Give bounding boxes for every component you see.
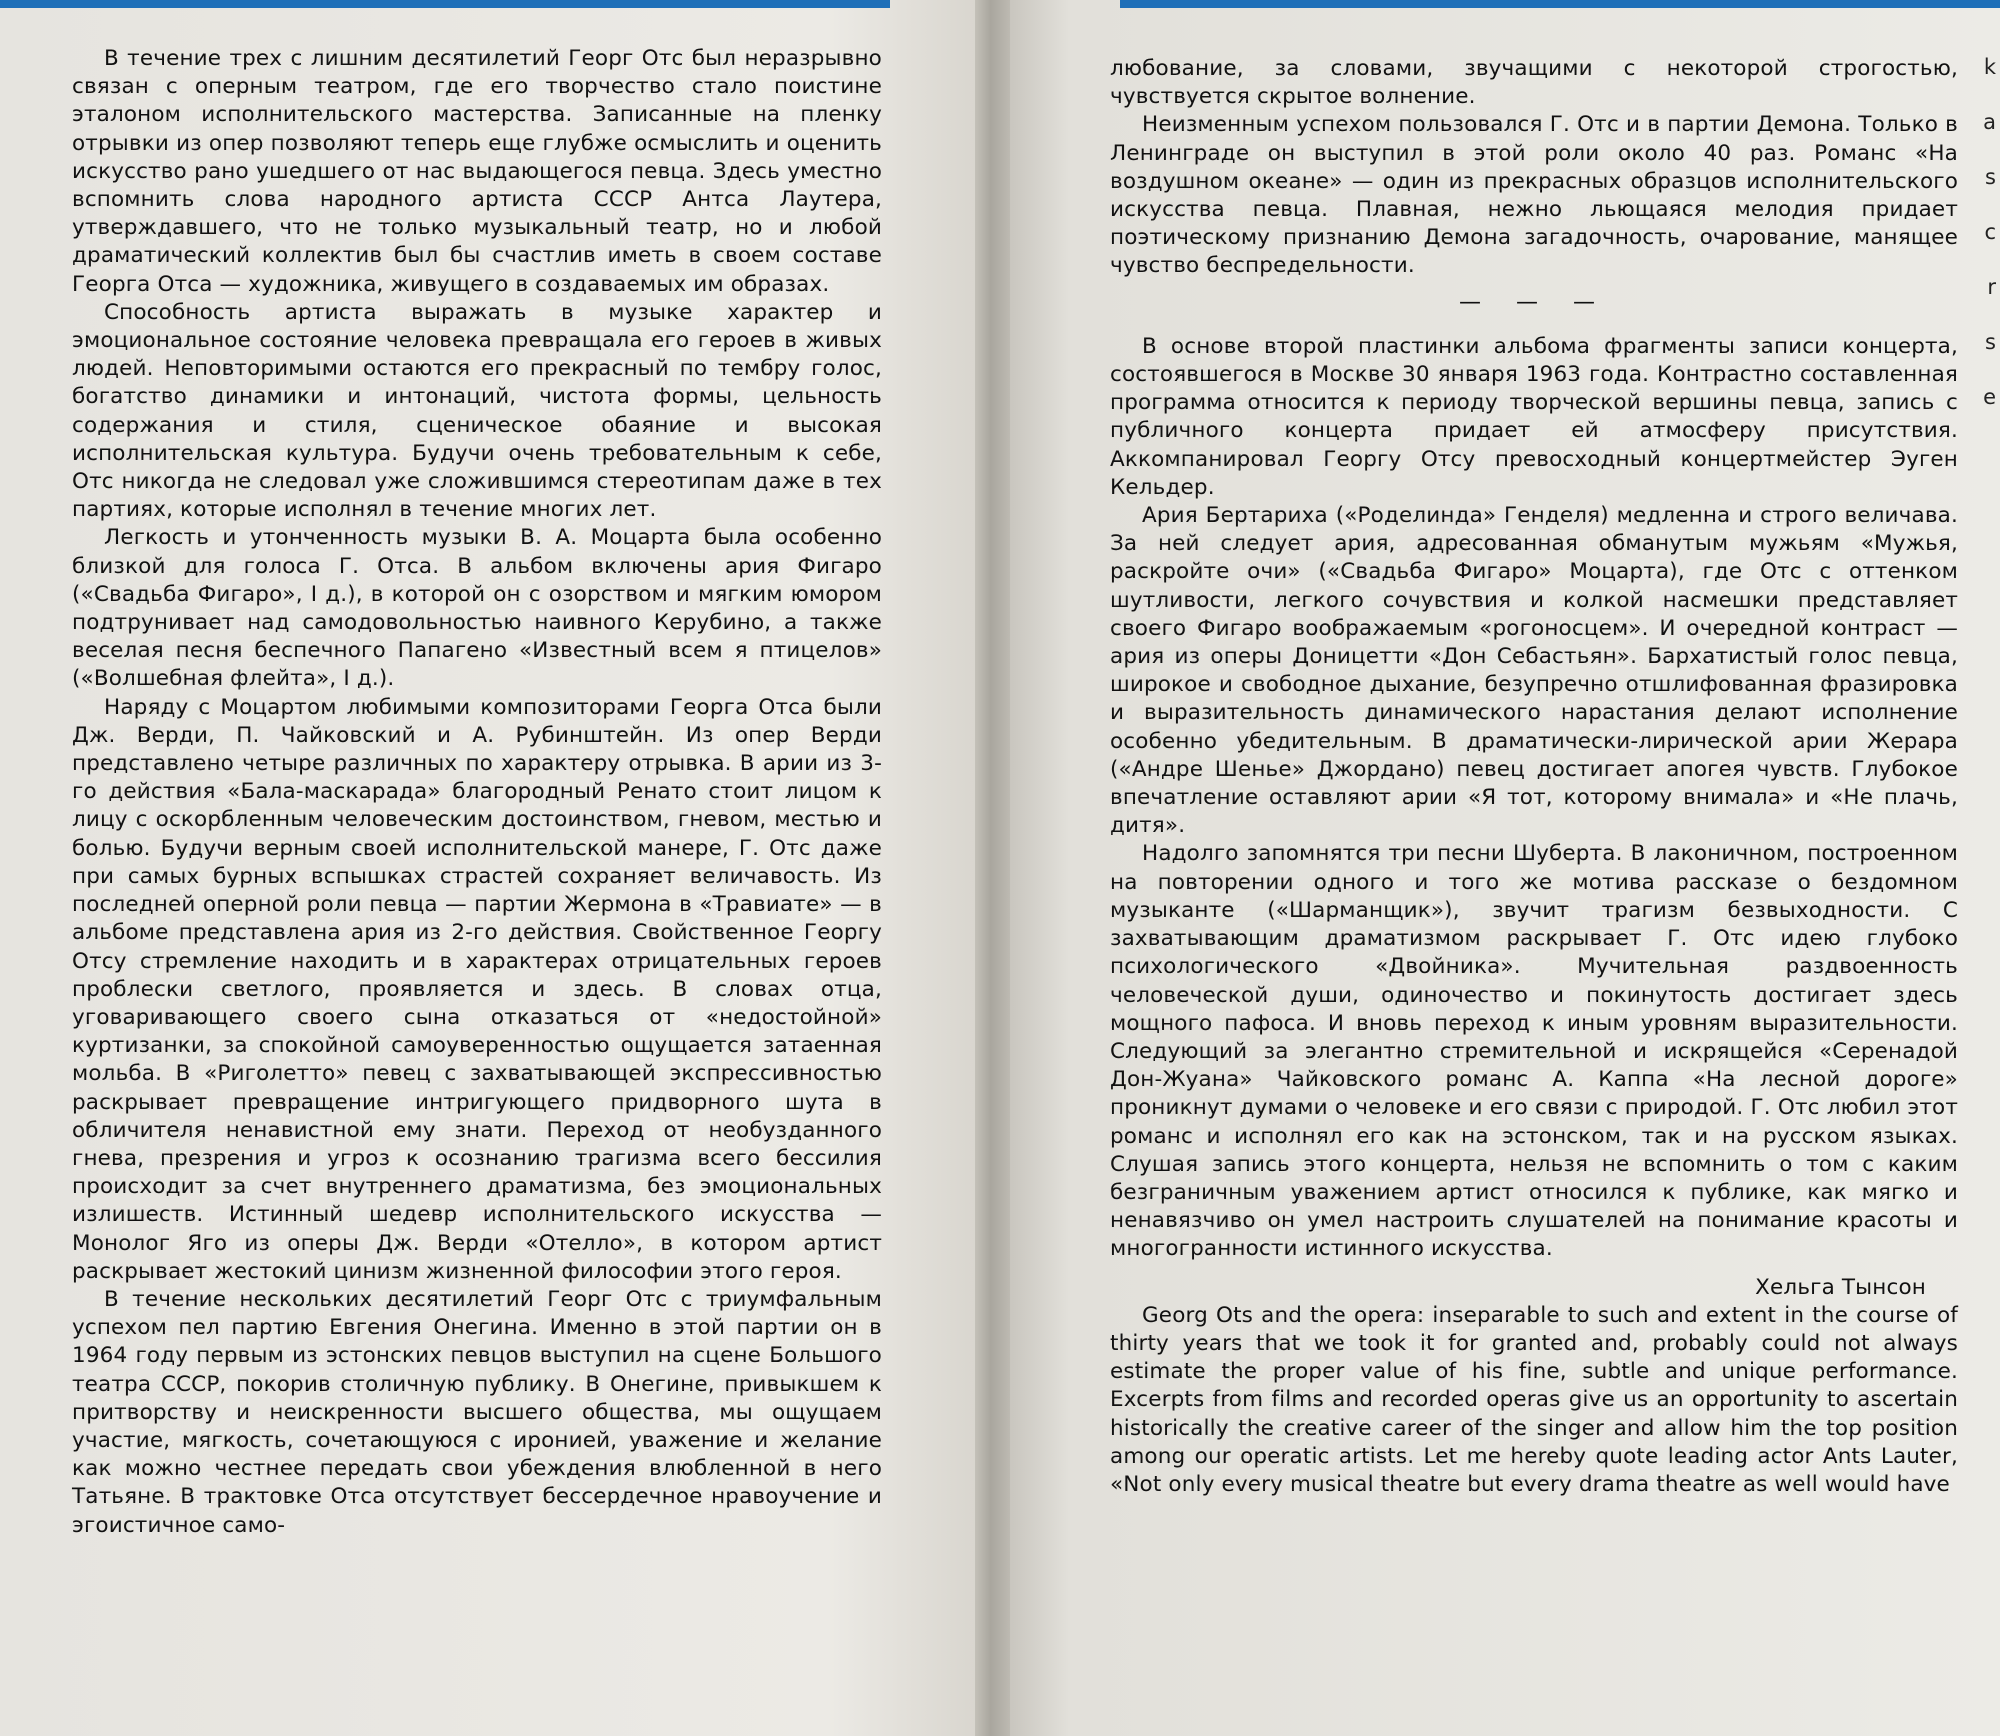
right-paragraph-arias: Ария Бертариха («Роделинда» Генделя) медленна и строго величава. За ней следует ария, адресованная обманутым мужьям «Мужья, раскройте очи» («Свадьба Фигаро» Моцарта), где Отс с оттенком шутливости, легкого сочувствия и колкой насмешки представляет своего Фигаро воображаемым «рогоносцем». И очередной контраст — ария из оперы Доницетти «Дон Себастьян». Бархатистый голос певца, широкое и свободное дыхание, безупречно отшлифованная фразировка и выразительность динамического нарастания делают исполнение особенно убедительным. В драматически-лирической арии Жерара («Андре Шенье» Джордано) певец достигает апогея чувств. Глубокое впечатление оставляют арии «Я тот, которому внимала» и «Не плачь, дитя».: [1110, 503, 1958, 839]
right-page: [1010, 0, 2000, 1736]
left-paragraph-1: В течение трех с лишним десятилетий Георг Отс был неразрывно связан с оперным театром, где его творчество стало поистине эталоном исполнительского мастерства. Записанные на пленку отрывки из опер позволяют теперь еще глубже осмыслить и оценить искусство рано ушедшего от нас выдающегося певца. Здесь уместно вспомнить слова народного артиста СССР Антса Лаутера, утверждавшего, что не только музыкальный театр, но и любой драматический коллектив был бы счастлив иметь в своем составе Георга Отса — художника, живущего в создаваемых им образах.: [72, 46, 882, 297]
edge-letter: c: [1984, 220, 1996, 244]
left-paragraph-4: Наряду с Моцартом любимыми композиторами Георга Отса были Дж. Верди, П. Чайковский и А. Рубинштейн. Из опер Верди представлено четыре различных по характеру отрывка. В арии из 3-го действия «Бала-маскарада» благородный Ренато стоит лицом к лицу с оскорбленным человеческим достоинством, гневом, местью и болью. Будучи верным своей исполнительской манере, Г. Отс даже при самых бурных вспышках страстей сохраняет величавость. Из последней оперной роли певца — партии Жермона в «Травиате» — в альбоме представлена ария из 2-го действия. Свойственное Георгу Отсу стремление находить и в характерах отрицательных героев проблески светлого, проявляется и здесь. В словах отца, уговаривающего своего сына отказаться от «недостойной» куртизанки, за спокойной самоуверенностью ощущается затаенная мольба. В «Риголетто» певец с захватывающей экспрессивностью раскрывает превращение интригующего придворного шута в обличителя ненавистной ему знати. Переход от необузданного гнева, презрения и угроз к осознанию трагизма всего бессилия происходит за счет внутреннего драматизма, без эмоциональных излишеств. Истинный шедевр исполнительского искусства — Монолог Яго из оперы Дж. Верди «Отелло», в котором артист раскрывает жестокий цинизм жизненной философии этого героя.: [72, 694, 882, 1284]
edge-letter: s: [1985, 165, 1996, 189]
edge-letter: r: [1987, 275, 1996, 299]
edge-letter: k: [1983, 55, 1996, 79]
right-paragraph-demon: Неизменным успехом пользовался Г. Отс и в партии Демона. Только в Ленинграде он выступил в этой роли около 40 раз. Романс «На воздушном океане» — один из прекрасных образцов исполнительского искусства певца. Плавная, нежно льющаяся мелодия придает поэтическому признанию Демона загадочность, очарование, манящее чувство беспредельности.: [1110, 112, 1958, 279]
left-paragraph-2: Способность артиста выражать в музыке характер и эмоциональное состояние человека превращала его героев в живых людей. Неповторимыми остаются его прекрасный по тембру голос, богатство динамики и интонаций, чистота формы, цельность содержания и стиля, сценическое обаяние и высокая исполнительская культура. Будучи очень требовательным к себе, Отс никогда не следовал уже сложившимся стереотипам даже в тех партиях, которые исполнял в течение многих лет.: [72, 299, 882, 523]
section-separator: — — —: [1459, 289, 1609, 315]
left-paragraph-5: В течение нескольких десятилетий Георг Отс с триумфальным успехом пел партию Евгения Онегина. Именно в этой партии он в 1964 году первым из эстонских певцов выступил на сцене Большого театра СССР, покорив столичную публику. В Онегине, привыкшем к притворству и неискренности высшего общества, мы ощущаем участие, мягкость, сочетающуюся с иронией, уважение и желание как можно честнее передать свои убеждения влюбленной в него Татьяне. В трактовке Отса отсутствует бессердечное нравоучение и эгоистичное само-: [72, 1286, 882, 1538]
right-text-column: [1110, 55, 1958, 1499]
edge-letter: e: [1983, 385, 1996, 409]
right-paragraph-schubert: Надолго запомнятся три песни Шуберта. В лаконичном, построенном на повторении одного и того же мотива рассказе о бездомном музыканте («Шарманщик»), звучит трагизм безвыходности. С захватывающим драматизмом раскрывает Г. Отс идею глубоко психологического «Двойника». Мучительная раздвоенность человеческой души, одиночество и покинутость достигает здесь мощного пафоса. И вновь переход к иным уровням выразительности. Следующий за элегантно стремительной и искрящейся «Серенадой Дон-Жуана» Чайковского романс А. Каппа «На лесной дороге» проникнут думами о человеке и его связи с природой. Г. Отс любил этот романс и исполнял его как на эстонском, так и на русском языках. Слушая запись этого концерта, нельзя не вспомнить о том с каким безграничным уважением артист относился к публике, как мягко и ненавязчиво он умел настроить слушателей на понимание красоты и многогранности истинного искусства.: [1110, 841, 1958, 1262]
left-text-column: [72, 45, 882, 1540]
left-top-accent-bar: [0, 0, 890, 8]
edge-letter: a: [1983, 110, 1996, 134]
english-paragraph: Georg Ots and the opera: inseparable to such and extent in the course of thirty years that we took it for granted and, probably could not always estimate the proper value of his fine, subtle and unique performance. Excerpts from films and recorded operas give us an opportunity to ascertain historically the creative career of the singer and allow him the top position among our operatic artists. Let me hereby quote leading actor Ants Lauter, «Not only every musical theatre but every drama theatre as well would have: [1110, 1302, 1958, 1497]
right-continuation: любование, за словами, звучащими с некоторой строгостью, чувствуется скрытое волнение.: [1110, 56, 1958, 110]
right-paragraph-concert: В основе второй пластинки альбома фрагменты записи концерта, состоявшегося в Москве 30 января 1963 года. Контрастно составленная программа относится к периоду творческой вершины певца, запись с публичного концерта придает ей атмосферу присутствия. Аккомпанировал Георгу Отсу превосходный концертмейстер Эуген Кельдер.: [1110, 333, 1958, 500]
right-top-accent-bar: [1120, 0, 2000, 8]
author-signature: Хельга Тынсон: [1755, 1274, 1926, 1300]
book-spine: [975, 0, 1010, 1736]
left-paragraph-3: Легкость и утонченность музыки В. А. Моцарта была особенно близкой для голоса Г. Отса. В альбом включены ария Фигаро («Свадьба Фигаро», I д.), в которой он с озорством и мягким юмором подтрунивает над самодовольностью наивного Керубино, а также веселая песня беспечного Папагено «Известный всем я птицелов» («Волшебная флейта», I д.).: [72, 525, 882, 692]
edge-letter: s: [1985, 330, 1996, 354]
left-page: [0, 0, 975, 1736]
